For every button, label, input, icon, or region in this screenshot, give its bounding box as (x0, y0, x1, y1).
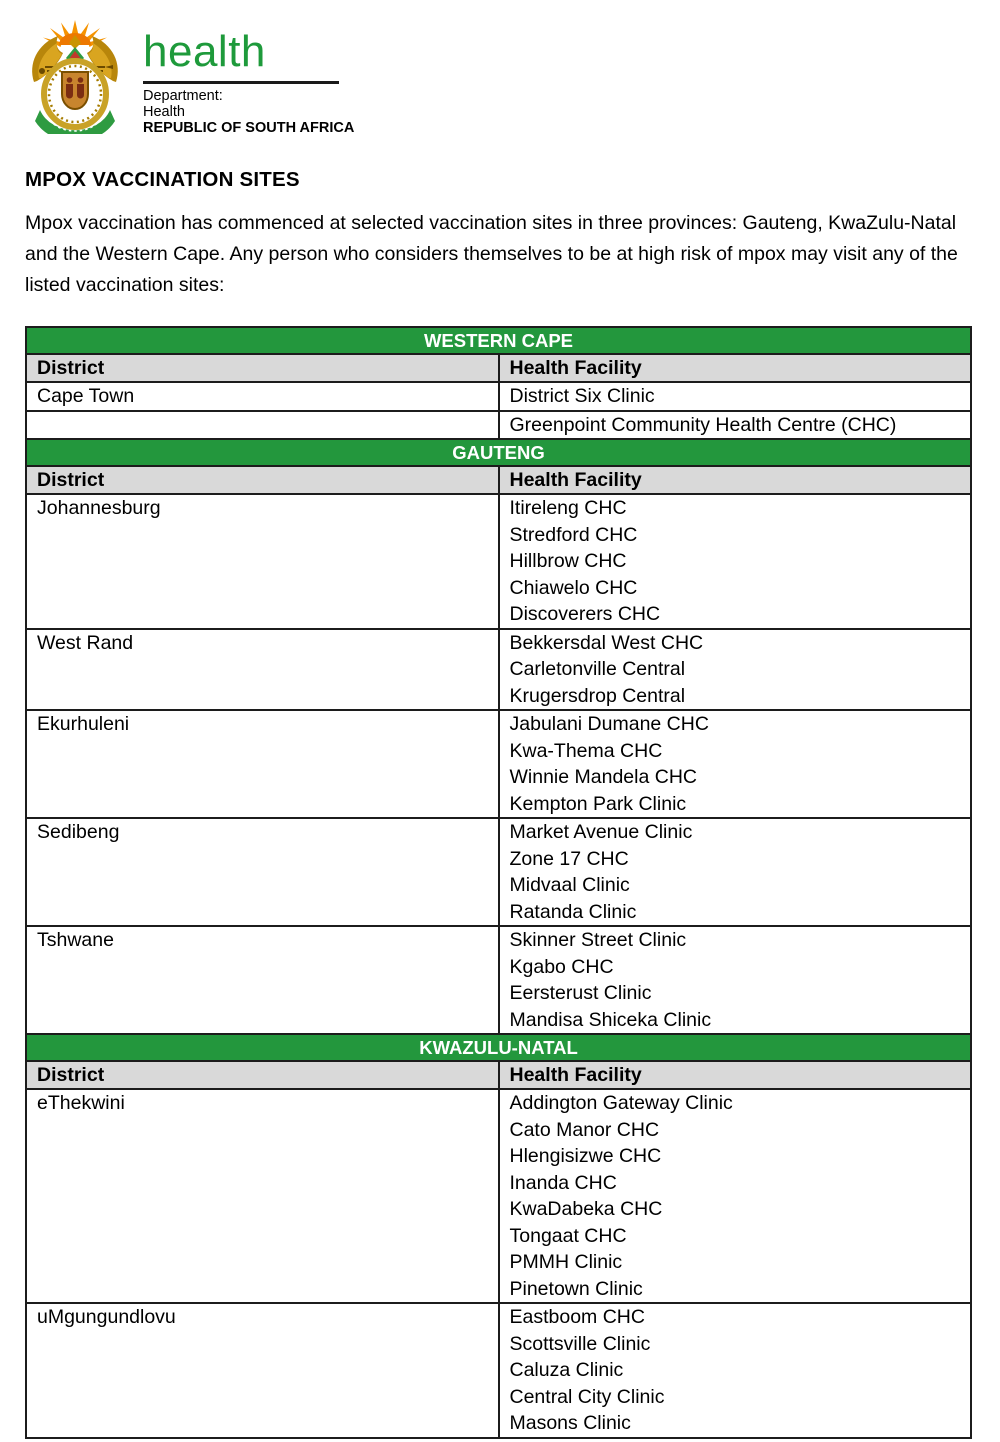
brand-divider (143, 81, 339, 84)
facility-krugersdrop-central: Krugersdrop Central (509, 684, 686, 707)
facility-carletonville-central: Carletonville Central (509, 658, 686, 680)
page-title: MPOX VACCINATION SITES (25, 168, 300, 191)
column-header-district: District (26, 354, 499, 382)
facility-jabulani-dumane-chc: Jabulani Dumane CHC (509, 713, 709, 735)
province-header-gauteng: GAUTENG (26, 439, 971, 466)
facility-caluza-clinic: Caluza Clinic (509, 1359, 624, 1381)
column-header-health-facility: Health Facility (499, 354, 972, 382)
facility-eersterust-clinic: Eersterust Clinic (509, 982, 652, 1004)
vaccination-sites-table (25, 326, 972, 1439)
department-name: Health (143, 103, 185, 120)
facility-hillbrow-chc: Hillbrow CHC (509, 550, 627, 572)
document-header (25, 12, 972, 136)
facility-kempton-park-clinic: Kempton Park Clinic (509, 792, 687, 815)
facility-scottsville-clinic: Scottsville Clinic (509, 1332, 651, 1355)
facility-zone-17-chc: Zone 17 CHC (509, 847, 629, 870)
brand-wordmark: health (143, 27, 266, 76)
facility-district-six-clinic: District Six Clinic (509, 385, 655, 407)
district-cell-johannesburg: Johannesburg (26, 494, 499, 629)
facility-eastboom-chc: Eastboom CHC (509, 1306, 645, 1328)
brand-block (143, 12, 354, 136)
column-header-health-facility: Health Facility (499, 1061, 972, 1089)
facility-cell (499, 818, 972, 926)
table-row (26, 1303, 971, 1438)
facility-kgabo-chc: Kgabo CHC (509, 955, 614, 978)
facility-skinner-street-clinic: Skinner Street Clinic (509, 929, 687, 951)
facility-cell (499, 1089, 972, 1303)
district-cell-tshwane: Tshwane (26, 926, 499, 1034)
facility-hlengisizwe-chc: Hlengisizwe CHC (509, 1145, 662, 1167)
facility-pinetown-clinic: Pinetown Clinic (509, 1277, 643, 1300)
facility-mandisa-shiceka-clinic: Mandisa Shiceka Clinic (509, 1008, 712, 1031)
table-row (26, 818, 971, 926)
table-row (26, 411, 971, 440)
facility-cell (499, 382, 972, 411)
facility-kwa-thema-chc: Kwa-Thema CHC (509, 739, 663, 762)
column-header-health-facility: Health Facility (499, 466, 972, 494)
department-label: Department: (143, 88, 223, 104)
table-row (26, 710, 971, 818)
facility-cato-manor-chc: Cato Manor CHC (509, 1118, 660, 1141)
province-header-kwazulu-natal: KWAZULU-NATAL (26, 1034, 971, 1061)
facility-cell (499, 629, 972, 711)
district-cell-west-rand: West Rand (26, 629, 499, 711)
table-row (26, 1089, 971, 1303)
facility-central-city-clinic: Central City Clinic (509, 1385, 665, 1408)
district-cell-ekurhuleni: Ekurhuleni (26, 710, 499, 818)
district-cell-cape-town: Cape Town (26, 382, 499, 411)
facility-kwadabeka-chc: KwaDabeka CHC (509, 1198, 663, 1220)
facility-winnie-mandela-chc: Winnie Mandela CHC (509, 766, 697, 788)
facility-itireleng-chc: Itireleng CHC (509, 497, 627, 519)
column-header-district: District (26, 466, 499, 494)
facility-ratanda-clinic: Ratanda Clinic (509, 900, 637, 923)
district-cell-ethekwini: eThekwini (26, 1089, 499, 1303)
facility-cell (499, 494, 972, 629)
facility-cell (499, 411, 972, 440)
coat-of-arms-icon (25, 16, 125, 134)
facility-chiawelo-chc: Chiawelo CHC (509, 576, 638, 599)
facility-cell (499, 926, 972, 1034)
intro-paragraph: Mpox vaccination has commenced at selected vaccination sites in three provinces: Gauteng, KwaZulu-Natal and the Western Cape. Any person who considers themselves to be at high risk of mpox may visit any of the listed vaccination sites: (25, 212, 958, 296)
shield (62, 72, 88, 109)
table-row (26, 494, 971, 629)
district-cell-umgungundlovu: uMgungundlovu (26, 1303, 499, 1438)
facility-midvaal-clinic: Midvaal Clinic (509, 874, 630, 896)
column-header-district: District (26, 1061, 499, 1089)
facility-cell (499, 1303, 972, 1438)
facility-tongaat-chc: Tongaat CHC (509, 1224, 627, 1247)
table-row (26, 382, 971, 411)
facility-market-avenue-clinic: Market Avenue Clinic (509, 821, 693, 843)
facility-stredford-chc: Stredford CHC (509, 523, 638, 546)
facility-pmmh-clinic: PMMH Clinic (509, 1251, 623, 1273)
district-cell-sedibeng: Sedibeng (26, 818, 499, 926)
facility-discoverers-chc: Discoverers CHC (509, 603, 661, 625)
facility-addington-gateway-clinic: Addington Gateway Clinic (509, 1092, 733, 1114)
facility-cell (499, 710, 972, 818)
facility-masons-clinic: Masons Clinic (509, 1412, 631, 1434)
country-label: REPUBLIC OF SOUTH AFRICA (143, 120, 355, 136)
facility-inanda-chc: Inanda CHC (509, 1171, 617, 1194)
facility-greenpoint-community-health-centre-chc: Greenpoint Community Health Centre (CHC) (509, 413, 897, 436)
vaccination-table-body (26, 327, 971, 1438)
table-row (26, 629, 971, 711)
table-row (26, 926, 971, 1034)
province-header-western-cape: WESTERN CAPE (26, 327, 971, 354)
district-cell-empty (26, 411, 499, 440)
knob (39, 68, 45, 74)
facility-bekkersdal-west-chc: Bekkersdal West CHC (509, 631, 704, 654)
